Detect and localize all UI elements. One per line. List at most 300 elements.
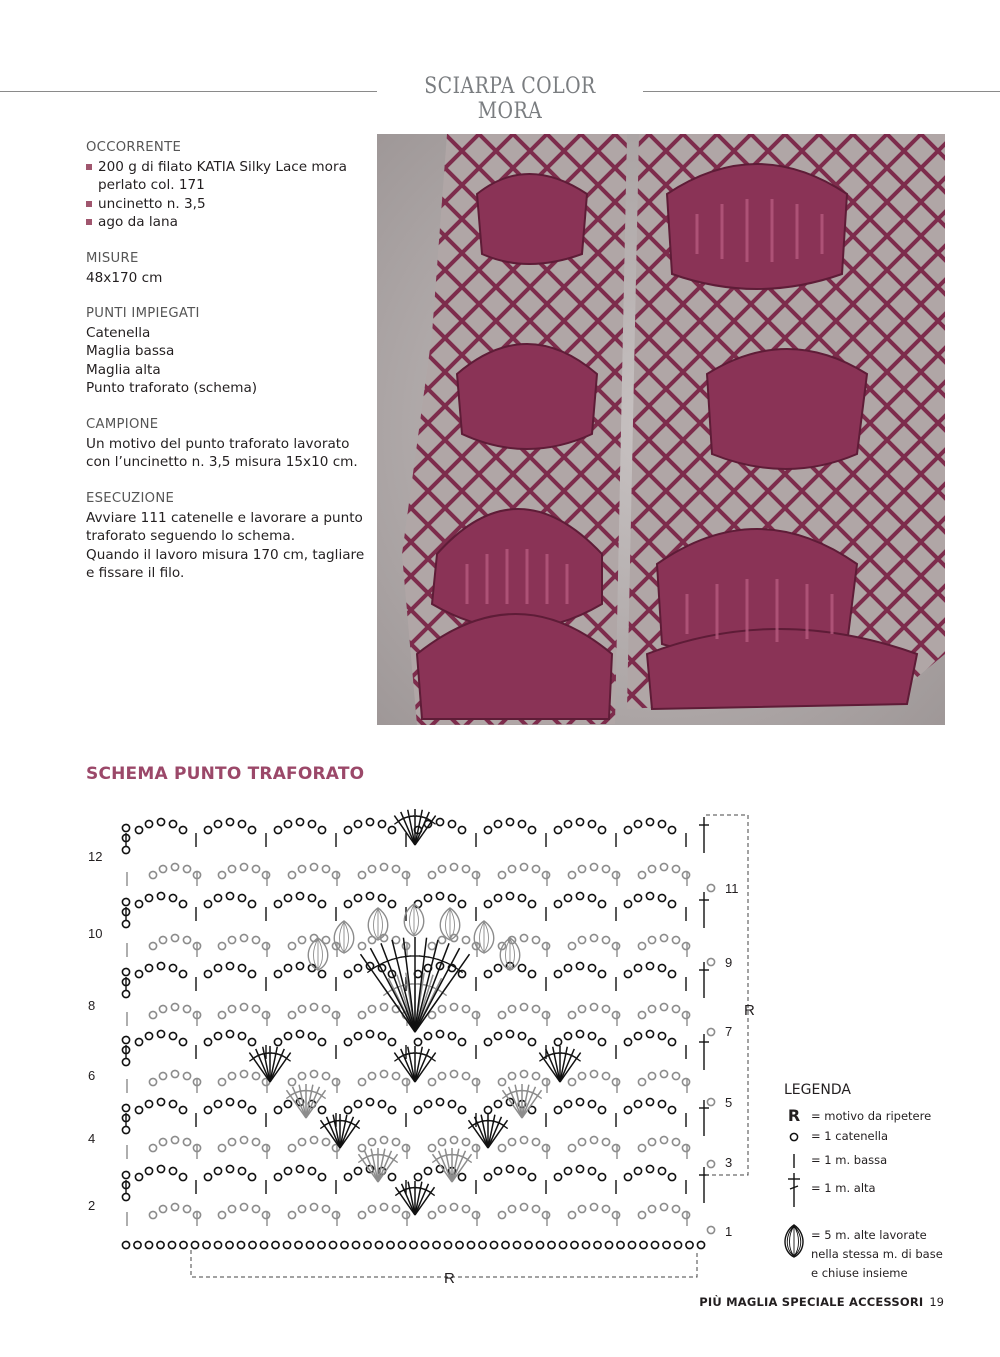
chain-stitch bbox=[322, 1072, 329, 1079]
list-item bbox=[86, 213, 371, 232]
chain-stitch bbox=[682, 942, 689, 949]
chain-stitch bbox=[249, 1241, 256, 1248]
chain-stitch bbox=[450, 1070, 457, 1077]
chain-stitch bbox=[638, 942, 645, 949]
chain-stitch bbox=[402, 1211, 409, 1218]
chain-stitch bbox=[248, 1173, 255, 1180]
chain-stitch bbox=[498, 1011, 505, 1018]
chain-stitch bbox=[122, 898, 129, 905]
list-item: Punto traforato (schema) bbox=[86, 380, 258, 396]
chain-stitch bbox=[508, 865, 515, 872]
chain-stitch bbox=[590, 934, 597, 941]
chain-stitch bbox=[568, 871, 575, 878]
chain-stitch bbox=[159, 1005, 166, 1012]
chain-stitch bbox=[228, 1005, 235, 1012]
chain-stitch bbox=[448, 894, 455, 901]
row-label-right: 7 bbox=[725, 1024, 733, 1039]
chain-stitch bbox=[122, 1126, 129, 1133]
chain-stitch bbox=[171, 1136, 178, 1143]
chain-stitch bbox=[634, 1100, 641, 1107]
bullet-square-icon bbox=[86, 201, 92, 207]
chain-stitch bbox=[288, 942, 295, 949]
chain-stitch bbox=[240, 1070, 247, 1077]
chain-stitch bbox=[658, 964, 665, 971]
chain-stitch bbox=[554, 1038, 561, 1045]
chain-stitch bbox=[450, 1203, 457, 1210]
chain-stitch bbox=[248, 1106, 255, 1113]
chain-stitch bbox=[518, 1167, 525, 1174]
double-crochet-crossbar bbox=[390, 1157, 398, 1163]
chain-stitch bbox=[648, 1005, 655, 1012]
chain-stitch bbox=[554, 970, 561, 977]
chain-stitch bbox=[668, 1173, 675, 1180]
chain-stitch bbox=[634, 964, 641, 971]
chain-stitch bbox=[634, 820, 641, 827]
chain-stitch bbox=[438, 1138, 445, 1145]
chain-stitch bbox=[179, 1106, 186, 1113]
chain-stitch bbox=[576, 892, 583, 899]
chain-stitch bbox=[203, 1241, 210, 1248]
chain-stitch bbox=[598, 970, 605, 977]
chain-stitch bbox=[159, 865, 166, 872]
chain-stitch bbox=[576, 1165, 583, 1172]
chain-stitch bbox=[122, 1171, 129, 1178]
chain-stitch bbox=[238, 1032, 245, 1039]
chain-stitch bbox=[228, 1205, 235, 1212]
chain-stitch bbox=[402, 1144, 409, 1151]
chain-stitch bbox=[262, 1144, 269, 1151]
chain-stitch bbox=[484, 1038, 491, 1045]
chain-stitch bbox=[252, 1072, 259, 1079]
chain-stitch bbox=[494, 820, 501, 827]
chain-stitch bbox=[532, 1205, 539, 1212]
chain-stitch bbox=[672, 1005, 679, 1012]
chain-stitch bbox=[648, 1205, 655, 1212]
chain-stitch bbox=[149, 871, 156, 878]
chain-stitch bbox=[262, 1211, 269, 1218]
chain-stitch bbox=[368, 1005, 375, 1012]
chain-stitch bbox=[628, 1241, 635, 1248]
chain-stitch bbox=[322, 865, 329, 872]
chain-stitch bbox=[354, 964, 361, 971]
list-item bbox=[86, 158, 371, 195]
chain-stitch bbox=[318, 1241, 325, 1248]
chain-stitch bbox=[218, 871, 225, 878]
chain-stitch bbox=[588, 894, 595, 901]
chain-stitch bbox=[368, 1072, 375, 1079]
chain-stitch bbox=[157, 818, 164, 825]
chain-stitch bbox=[240, 1136, 247, 1143]
chain-stitch bbox=[707, 884, 714, 891]
page-number: 19 bbox=[929, 1295, 944, 1309]
row-label-right: 11 bbox=[725, 881, 739, 896]
chain-stitch bbox=[308, 1167, 315, 1174]
chain-stitch bbox=[638, 1078, 645, 1085]
chain-stitch bbox=[169, 964, 176, 971]
chain-stitch bbox=[298, 936, 305, 943]
chain-stitch bbox=[122, 1241, 129, 1248]
chain-stitch bbox=[388, 1106, 395, 1113]
chain-stitch bbox=[298, 1205, 305, 1212]
chain-stitch bbox=[310, 1136, 317, 1143]
chain-stitch bbox=[183, 865, 190, 872]
cluster-stitch-lines bbox=[446, 909, 455, 939]
list-item: Maglia bassa bbox=[86, 343, 175, 359]
chain-stitch bbox=[380, 863, 387, 870]
chain-stitch bbox=[149, 1211, 156, 1218]
chain-stitch bbox=[508, 1072, 515, 1079]
chain-stitch bbox=[135, 1106, 142, 1113]
chain-stitch bbox=[354, 820, 361, 827]
chain-stitch bbox=[436, 1098, 443, 1105]
chain-stitch bbox=[532, 865, 539, 872]
occorrente-heading: OCCORRENTE bbox=[86, 140, 182, 155]
chain-stitch bbox=[322, 1138, 329, 1145]
chain-stitch bbox=[588, 1032, 595, 1039]
chain-icon bbox=[784, 1128, 804, 1147]
chain-stitch bbox=[322, 1205, 329, 1212]
chain-stitch bbox=[298, 1138, 305, 1145]
chain-stitch bbox=[494, 1167, 501, 1174]
chain-stitch bbox=[462, 936, 469, 943]
chain-stitch bbox=[532, 1072, 539, 1079]
chain-stitch bbox=[520, 863, 527, 870]
chain-stitch bbox=[707, 1028, 714, 1035]
chain-stitch bbox=[462, 1072, 469, 1079]
chain-stitch bbox=[578, 1005, 585, 1012]
chain-stitch bbox=[668, 900, 675, 907]
chain-stitch bbox=[252, 865, 259, 872]
row-label-right: 1 bbox=[725, 1224, 733, 1239]
text-line: traforato seguendo lo schema. bbox=[86, 528, 296, 544]
chain-stitch bbox=[318, 1173, 325, 1180]
chain-stitch bbox=[122, 824, 129, 831]
chain-stitch bbox=[318, 1106, 325, 1113]
chain-stitch bbox=[414, 1106, 421, 1113]
chain-stitch bbox=[506, 1165, 513, 1172]
legend-text: = motivo da ripetere bbox=[811, 1109, 932, 1123]
chain-stitch bbox=[341, 1241, 348, 1248]
chain-stitch bbox=[298, 1005, 305, 1012]
chain-stitch bbox=[554, 826, 561, 833]
cluster-stitch-lines bbox=[314, 939, 323, 969]
chain-stitch bbox=[274, 900, 281, 907]
chain-stitch bbox=[428, 871, 435, 878]
chain-stitch bbox=[378, 1100, 385, 1107]
chain-stitch bbox=[204, 1106, 211, 1113]
chain-stitch bbox=[226, 1098, 233, 1105]
chain-stitch bbox=[228, 1138, 235, 1145]
list-item-text: uncinetto n. 3,5 bbox=[98, 195, 206, 212]
repeat-label-right: R bbox=[744, 1002, 755, 1019]
chain-stitch bbox=[612, 1211, 619, 1218]
chain-stitch bbox=[226, 1241, 233, 1248]
chain-stitch bbox=[388, 900, 395, 907]
chain-stitch bbox=[238, 1167, 245, 1174]
chain-stitch bbox=[344, 970, 351, 977]
chain-stitch bbox=[226, 1030, 233, 1037]
chain-stitch bbox=[634, 1167, 641, 1174]
chain-stitch bbox=[228, 865, 235, 872]
chain-stitch bbox=[660, 934, 667, 941]
chain-stitch bbox=[578, 936, 585, 943]
row-label-left: 8 bbox=[88, 998, 96, 1013]
chain-stitch bbox=[145, 894, 152, 901]
chain-stitch bbox=[240, 863, 247, 870]
chain-stitch bbox=[462, 1205, 469, 1212]
chain-stitch bbox=[226, 818, 233, 825]
chain-stitch bbox=[479, 1241, 486, 1248]
chain-stitch bbox=[490, 1241, 497, 1248]
chain-stitch bbox=[638, 1011, 645, 1018]
chain-stitch bbox=[288, 871, 295, 878]
chain-stitch bbox=[332, 1078, 339, 1085]
scarf-photo bbox=[377, 134, 945, 725]
chain-stitch bbox=[159, 936, 166, 943]
chain-stitch bbox=[252, 936, 259, 943]
chain-stitch bbox=[646, 1165, 653, 1172]
chain-stitch bbox=[598, 900, 605, 907]
chain-stitch bbox=[436, 818, 443, 825]
chain-stitch bbox=[308, 820, 315, 827]
chain-stitch bbox=[424, 1167, 431, 1174]
cluster-stitch-lines bbox=[340, 922, 349, 952]
chain-stitch bbox=[424, 1100, 431, 1107]
chain-stitch bbox=[624, 970, 631, 977]
chain-stitch bbox=[122, 846, 129, 853]
chain-stitch bbox=[380, 1003, 387, 1010]
chain-stitch bbox=[494, 1100, 501, 1107]
chain-stitch bbox=[157, 1241, 164, 1248]
cluster-stitch-lines bbox=[374, 909, 383, 939]
header-rule-left bbox=[0, 91, 377, 92]
bullet-square-icon bbox=[86, 219, 92, 225]
chain-stitch bbox=[472, 1011, 479, 1018]
double-crochet-crossbar bbox=[352, 1123, 360, 1129]
chain-stitch bbox=[318, 826, 325, 833]
chain-stitch bbox=[310, 1003, 317, 1010]
chain-stitch bbox=[368, 865, 375, 872]
chain-stitch bbox=[590, 1136, 597, 1143]
chain-stitch bbox=[588, 820, 595, 827]
chain-stitch bbox=[428, 1078, 435, 1085]
chain-stitch bbox=[228, 1072, 235, 1079]
chain-stitch bbox=[354, 1032, 361, 1039]
chain-stitch bbox=[171, 1003, 178, 1010]
chain-stitch bbox=[169, 894, 176, 901]
chain-stitch bbox=[458, 826, 465, 833]
chain-stitch bbox=[564, 964, 571, 971]
chain-stitch bbox=[214, 1241, 221, 1248]
campione-heading: CAMPIONE bbox=[86, 417, 159, 432]
misure-heading: MISURE bbox=[86, 251, 139, 266]
chain-stitch bbox=[218, 1144, 225, 1151]
chain-stitch bbox=[159, 1138, 166, 1145]
chain-stitch bbox=[122, 1104, 129, 1111]
chain-stitch bbox=[214, 1032, 221, 1039]
chain-stitch bbox=[414, 1038, 421, 1045]
chain-stitch bbox=[352, 1241, 359, 1248]
chain-stitch bbox=[392, 1138, 399, 1145]
legend-heading: LEGENDA bbox=[784, 1082, 851, 1098]
chain-stitch bbox=[284, 1167, 291, 1174]
chain-stitch bbox=[169, 1100, 176, 1107]
chain-stitch bbox=[576, 818, 583, 825]
chain-stitch bbox=[528, 1173, 535, 1180]
chain-stitch bbox=[648, 865, 655, 872]
chain-stitch bbox=[588, 964, 595, 971]
chain-stitch bbox=[506, 818, 513, 825]
chain-stitch bbox=[284, 964, 291, 971]
chain-stitch bbox=[624, 1038, 631, 1045]
chain-stitch bbox=[387, 1241, 394, 1248]
occorrente-section bbox=[86, 139, 371, 232]
chain-stitch bbox=[332, 1011, 339, 1018]
chain-stitch bbox=[502, 1241, 509, 1248]
chain-stitch bbox=[262, 871, 269, 878]
chain-stitch bbox=[248, 1038, 255, 1045]
chain-stitch bbox=[428, 1144, 435, 1151]
chain-stitch bbox=[296, 818, 303, 825]
chain-stitch bbox=[218, 942, 225, 949]
list-item-text-continued: perlato col. 171 bbox=[98, 177, 205, 193]
chain-stitch bbox=[252, 1138, 259, 1145]
double-crochet-crossbar bbox=[500, 1123, 508, 1129]
chain-stitch bbox=[157, 1030, 164, 1037]
chain-stitch bbox=[274, 1173, 281, 1180]
chain-stitch bbox=[149, 1011, 156, 1018]
chain-stitch bbox=[226, 1165, 233, 1172]
chain-stitch bbox=[214, 820, 221, 827]
chain-stitch bbox=[588, 1100, 595, 1107]
chain-stitch bbox=[122, 1058, 129, 1065]
chain-stitch bbox=[467, 1241, 474, 1248]
double-crochet-crossbar bbox=[572, 1056, 580, 1062]
chain-stitch bbox=[564, 894, 571, 901]
chain-stitch bbox=[658, 1032, 665, 1039]
chain-stitch bbox=[532, 1005, 539, 1012]
chain-stitch bbox=[214, 1167, 221, 1174]
chain-stitch bbox=[179, 1173, 186, 1180]
chain-stitch bbox=[284, 1100, 291, 1107]
chain-stitch bbox=[410, 1241, 417, 1248]
chain-stitch bbox=[296, 962, 303, 969]
chain-stitch bbox=[168, 1241, 175, 1248]
chain-stitch bbox=[157, 892, 164, 899]
chain-stitch bbox=[594, 1241, 601, 1248]
chain-stitch bbox=[520, 1136, 527, 1143]
chain-stitch bbox=[612, 1144, 619, 1151]
scarf-photo-graphic bbox=[377, 134, 945, 725]
row-label-left: 4 bbox=[88, 1131, 96, 1146]
chain-stitch bbox=[598, 1038, 605, 1045]
chain-stitch bbox=[672, 1072, 679, 1079]
chain-stitch bbox=[392, 865, 399, 872]
repeat-bracket-right bbox=[706, 815, 748, 1175]
chain-stitch bbox=[506, 1030, 513, 1037]
chain-stitch bbox=[183, 1072, 190, 1079]
chain-stitch bbox=[308, 1032, 315, 1039]
chain-stitch bbox=[542, 1144, 549, 1151]
chain-stitch bbox=[179, 900, 186, 907]
row-label-left: 10 bbox=[88, 926, 103, 941]
chain-stitch bbox=[568, 1144, 575, 1151]
chain-stitch bbox=[157, 1165, 164, 1172]
chain-stitch bbox=[288, 1011, 295, 1018]
repeat-icon: R bbox=[787, 1106, 801, 1125]
chain-stitch bbox=[159, 1205, 166, 1212]
chain-stitch bbox=[682, 1011, 689, 1018]
row-label-right: 5 bbox=[725, 1095, 733, 1110]
chain-stitch bbox=[658, 894, 665, 901]
chain-stitch bbox=[458, 1106, 465, 1113]
chain-stitch bbox=[306, 1241, 313, 1248]
chain-stitch bbox=[518, 1032, 525, 1039]
chain-stitch bbox=[564, 820, 571, 827]
chain-stitch bbox=[214, 894, 221, 901]
publication-name: PIÙ MAGLIA SPECIALE ACCESSORI bbox=[699, 1295, 924, 1309]
chain-stitch bbox=[518, 894, 525, 901]
chain-stitch bbox=[436, 1030, 443, 1037]
row-label-left: 12 bbox=[88, 849, 103, 864]
chain-stitch bbox=[354, 1167, 361, 1174]
chain-stitch bbox=[458, 900, 465, 907]
chain-stitch bbox=[354, 1100, 361, 1107]
chain-stitch bbox=[624, 1106, 631, 1113]
chain-stitch bbox=[542, 1078, 549, 1085]
chain-stitch bbox=[322, 1005, 329, 1012]
double-crochet-crossbar bbox=[419, 956, 429, 957]
chain-stitch bbox=[578, 1138, 585, 1145]
chain-stitch bbox=[444, 1241, 451, 1248]
chain-stitch bbox=[542, 1011, 549, 1018]
chain-stitch bbox=[576, 1098, 583, 1105]
esecuzione-section bbox=[86, 490, 371, 583]
chain-stitch bbox=[554, 900, 561, 907]
chain-stitch bbox=[602, 865, 609, 872]
chain-stitch bbox=[318, 970, 325, 977]
chain-stitch bbox=[590, 1203, 597, 1210]
chain-stitch bbox=[344, 1106, 351, 1113]
chain-stitch bbox=[508, 1138, 515, 1145]
chain-stitch bbox=[668, 826, 675, 833]
chain-stitch bbox=[122, 920, 129, 927]
page-footer bbox=[699, 1295, 944, 1309]
chain-stitch bbox=[310, 863, 317, 870]
chain-stitch bbox=[214, 964, 221, 971]
chain-stitch bbox=[402, 871, 409, 878]
double-crochet-crossbar bbox=[427, 1190, 435, 1196]
chain-stitch bbox=[122, 968, 129, 975]
double-crochet-crossbar bbox=[401, 956, 411, 957]
chain-stitch bbox=[582, 1241, 589, 1248]
chain-stitch bbox=[520, 1070, 527, 1077]
chain-stitch bbox=[238, 894, 245, 901]
chain-stitch bbox=[707, 958, 714, 965]
chain-stitch bbox=[513, 1241, 520, 1248]
chain-stitch bbox=[590, 1003, 597, 1010]
chain-stitch bbox=[344, 900, 351, 907]
chain-stitch bbox=[484, 1106, 491, 1113]
chain-stitch bbox=[179, 1038, 186, 1045]
chain-stitch bbox=[157, 962, 164, 969]
campione-section bbox=[86, 416, 371, 472]
chain-stitch bbox=[528, 970, 535, 977]
chain-stitch bbox=[145, 1032, 152, 1039]
chain-stitch bbox=[658, 820, 665, 827]
chain-stitch bbox=[388, 1173, 395, 1180]
chain-stitch bbox=[169, 1032, 176, 1039]
